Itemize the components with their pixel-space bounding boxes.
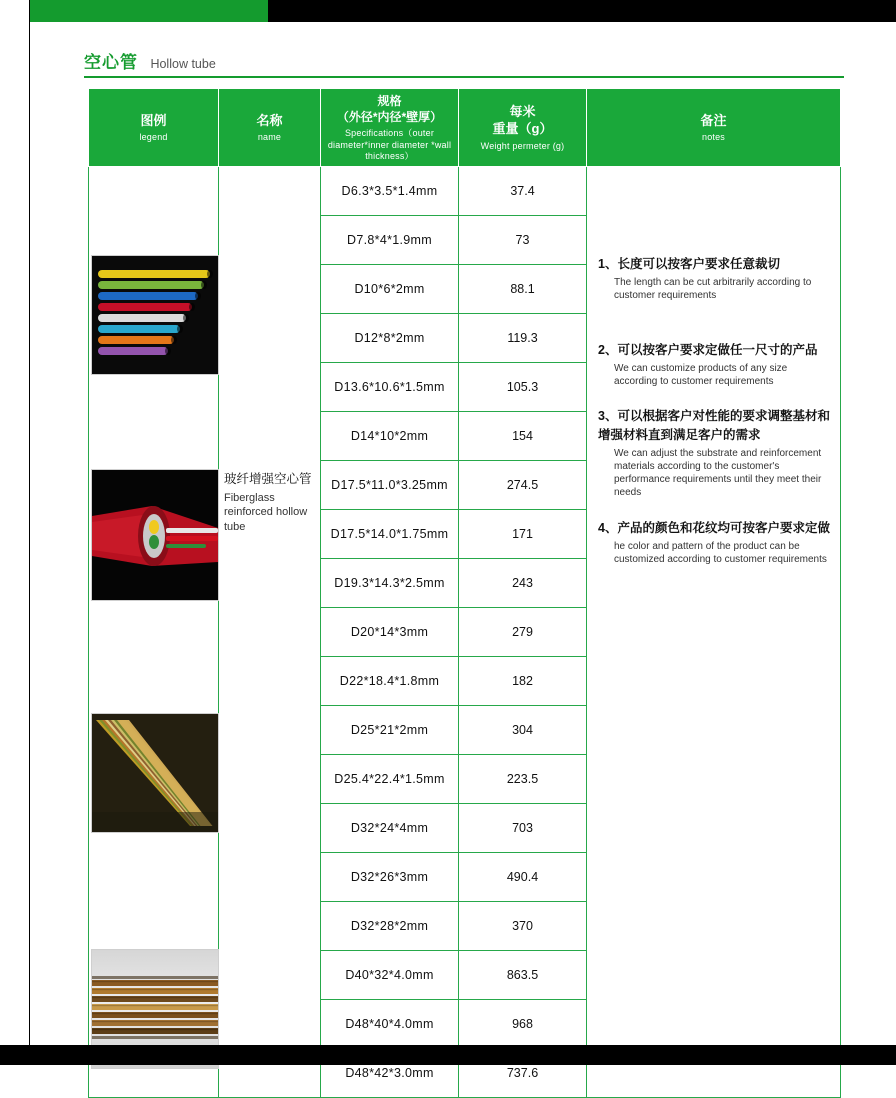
note-cn: 2、可以按客户要求定做任一尺寸的产品 [598, 343, 818, 358]
note-en: The length can be cut arbitrarily according to customer requirements [614, 276, 812, 301]
spec-cell: D6.3*3.5*1.4mm [321, 167, 459, 216]
column-header-legend [89, 89, 219, 167]
weight-cell: 182 [459, 657, 587, 706]
banner-black-bar [268, 0, 896, 22]
column-header-notes-en: notes [701, 132, 726, 143]
spec-cell: D10*6*2mm [321, 265, 459, 314]
spec-cell: D48*42*3.0mm [321, 1049, 459, 1098]
column-header-notes [587, 89, 841, 167]
spec-cell: D7.8*4*1.9mm [321, 216, 459, 265]
weight-cell: 154 [459, 412, 587, 461]
weight-cell: 105.3 [459, 363, 587, 412]
weight-cell: 737.6 [459, 1049, 587, 1098]
note-cn: 1、长度可以按客户要求任意裁切 [598, 257, 780, 272]
note-en: We can customize products of any size according to customer requirements [614, 362, 788, 387]
weight-cell: 304 [459, 706, 587, 755]
weight-cell: 703 [459, 804, 587, 853]
weight-cell: 73 [459, 216, 587, 265]
weight-cell: 119.3 [459, 314, 587, 363]
weight-cell: 279 [459, 608, 587, 657]
notes-cell [587, 167, 841, 1098]
note-item [598, 255, 831, 302]
colored-rods-illustration [92, 714, 218, 832]
column-header-name [219, 89, 321, 167]
spec-cell: D17.5*11.0*3.25mm [321, 461, 459, 510]
spec-cell: D32*24*4mm [321, 804, 459, 853]
column-header-name-cn: 名称 [256, 112, 283, 128]
table-row [89, 167, 841, 216]
left-margin [0, 0, 30, 1065]
weight-cell: 223.5 [459, 755, 587, 804]
page-title-en: Hollow tube [150, 57, 216, 71]
note-item [598, 519, 831, 566]
column-header-legend-cn: 图例 [140, 112, 167, 128]
spec-cell: D13.6*10.6*1.5mm [321, 363, 459, 412]
column-header-weight-en: Weight permeter (g) [480, 140, 565, 151]
weight-cell: 863.5 [459, 951, 587, 1000]
product-name-cn: 玻纤增强空心管 [224, 472, 312, 487]
column-header-spec [321, 89, 459, 167]
legend-photo-colored-tubes [91, 255, 219, 375]
left-vertical-rule [29, 0, 30, 1065]
page-title [84, 48, 844, 73]
weight-cell: 88.1 [459, 265, 587, 314]
table-body [89, 167, 841, 1098]
weight-cell: 243 [459, 559, 587, 608]
spec-cell: D19.3*14.3*2.5mm [321, 559, 459, 608]
column-header-spec-cn-line1: 规格 [377, 94, 402, 108]
note-cn: 3、可以根据客户对性能的要求调整基材和增强材料直到满足客户的需求 [598, 409, 830, 442]
weight-cell: 171 [459, 510, 587, 559]
column-header-weight-cn-line2: 重量（g） [492, 121, 553, 137]
legend-cell [89, 167, 219, 1098]
column-header-spec-en: Specifications（outer diameter*inner diameter *wall thickness） [327, 128, 452, 161]
column-header-weight [459, 89, 587, 167]
spec-cell: D48*40*4.0mm [321, 1000, 459, 1049]
legend-photo-colored-rods [91, 713, 219, 833]
weight-cell: 274.5 [459, 461, 587, 510]
spec-table [88, 88, 841, 1098]
note-cn: 4、产品的颜色和花纹均可按客户要求定做 [598, 521, 830, 536]
weight-cell: 490.4 [459, 853, 587, 902]
spec-cell: D14*10*2mm [321, 412, 459, 461]
product-name-en: Fiberglass reinforced hollow tube [224, 491, 308, 534]
spec-cell: D25.4*22.4*1.5mm [321, 755, 459, 804]
note-en: We can adjust the substrate and reinforcement materials according to the customer's performance requirements until they meet their needs [614, 447, 822, 498]
bottom-black-bar [0, 1045, 896, 1065]
legend-photo-red-cable [91, 469, 219, 601]
note-item [598, 341, 831, 388]
spec-cell: D20*14*3mm [321, 608, 459, 657]
spec-cell: D25*21*2mm [321, 706, 459, 755]
note-item [598, 407, 831, 499]
column-header-legend-en: legend [139, 132, 168, 143]
spec-cell: D32*26*3mm [321, 853, 459, 902]
note-en: he color and pattern of the product can be customized according to customer requirements [614, 540, 827, 565]
cable-cross-section-illustration [92, 470, 218, 600]
page-title-cn: 空心管 [84, 53, 138, 72]
banner-green-shape [30, 0, 296, 22]
weight-cell: 37.4 [459, 167, 587, 216]
spec-cell: D12*8*2mm [321, 314, 459, 363]
title-underline [84, 76, 844, 78]
weight-cell: 968 [459, 1000, 587, 1049]
column-header-notes-cn: 备注 [700, 112, 727, 128]
weight-cell: 370 [459, 902, 587, 951]
spec-cell: D22*18.4*1.8mm [321, 657, 459, 706]
column-header-name-en: name [257, 132, 282, 143]
column-header-spec-cn-line2: （外径*内径*壁厚） [336, 110, 443, 125]
table-header-row [89, 89, 841, 167]
tubes-illustration [92, 256, 218, 374]
column-header-weight-cn-line1: 每米 [509, 103, 536, 119]
spec-cell: D40*32*4.0mm [321, 951, 459, 1000]
spec-cell: D17.5*14.0*1.75mm [321, 510, 459, 559]
spec-cell: D32*28*2mm [321, 902, 459, 951]
top-banner [0, 0, 896, 22]
product-name-cell [219, 167, 321, 1098]
